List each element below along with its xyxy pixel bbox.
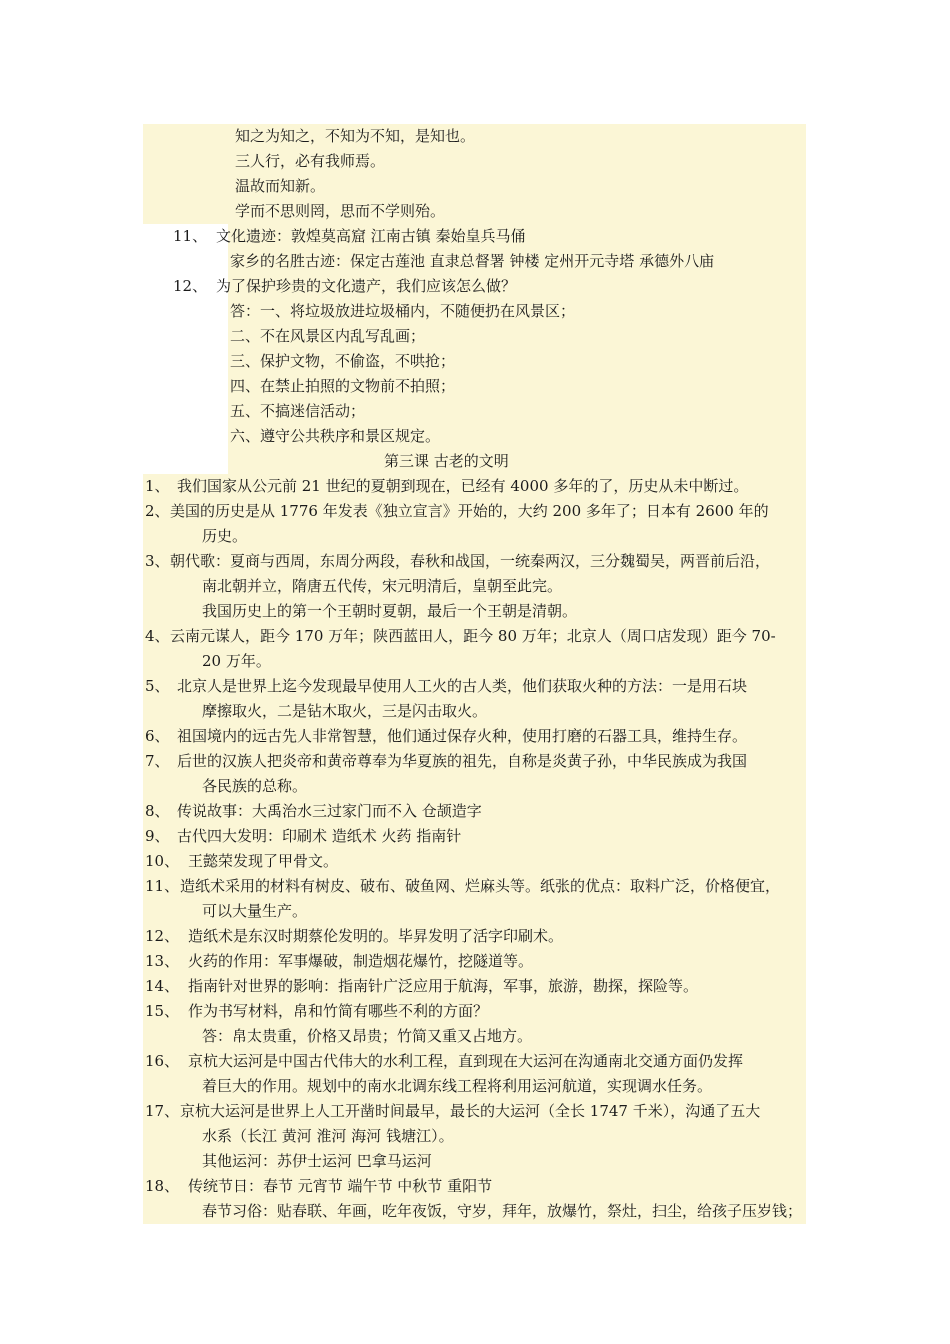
- list-item-number: 11、: [145, 877, 180, 895]
- list-item-text: 各民族的总称。: [202, 777, 308, 795]
- list-item-text: 王懿荣发现了甲骨文。: [188, 852, 339, 870]
- list-item-text: 火药的作用：军事爆破，制造烟花爆竹，挖隧道等。: [188, 952, 534, 970]
- answer-line: 三、保护文物，不偷盗，不哄抢；: [230, 352, 456, 370]
- list-item-number: 11、: [173, 227, 208, 245]
- list-item-number: 12、: [173, 277, 208, 295]
- list-item-text: 后世的汉族人把炎帝和黄帝尊奉为华夏族的祖先，自称是炎黄子孙，中华民族成为我国: [177, 752, 748, 770]
- hometown-sites: 家乡的名胜古迹：保定古莲池 直隶总督署 钟楼 定州开元寺塔 承德外八庙: [230, 252, 715, 270]
- list-item-text: 指南针对世界的影响：指南针广泛应用于航海，军事，旅游，勘探，探险等。: [188, 977, 699, 995]
- list-item-text: 南北朝并立，隋唐五代传，宋元明清后，皇朝至此完。: [202, 577, 563, 595]
- list-item-text: 历史。: [202, 527, 248, 545]
- list-item-text: 我们国家从公元前 21 世纪的夏朝到现在，已经有 4000 多年的了，历史从未中断过。: [177, 477, 749, 495]
- list-item-text: 春节习俗：贴春联、年画，吃年夜饭，守岁，拜年，放爆竹，祭灶，扫尘，给孩子压岁钱；: [202, 1202, 803, 1220]
- list-item-text: 祖国境内的远古先人非常智慧，他们通过保存火种，使用打磨的石器工具，维持生存。: [177, 727, 748, 745]
- answer-line: 四、在禁止拍照的文物前不拍照；: [230, 377, 456, 395]
- list-item-text: 造纸术是东汉时期蔡伦发明的。毕昇发明了活字印刷术。: [188, 927, 564, 945]
- list-item-number: 2、: [145, 502, 170, 520]
- list-item-text: 水系（长江 黄河 淮河 海河 钱塘江）。: [202, 1127, 454, 1145]
- list-item-text: 造纸术采用的材料有树皮、破布、破鱼网、烂麻头等。纸张的优点：取料广泛，价格便宜，: [180, 877, 781, 895]
- list-item-text: 摩擦取火，二是钻木取火，三是闪击取火。: [202, 702, 488, 720]
- list-item-text: 朝代歌：夏商与西周，东周分两段，春秋和战国，一统秦两汉，三分魏蜀吴，两晋前后沿，: [170, 552, 771, 570]
- list-item-number: 1、: [145, 477, 170, 495]
- list-item-text: 其他运河：苏伊士运河 巴拿马运河: [202, 1152, 432, 1170]
- list-item-number: 8、: [145, 802, 170, 820]
- list-item-number: 9、: [145, 827, 170, 845]
- list-item-number: 15、: [145, 1002, 180, 1020]
- list-item-text: 着巨大的作用。规划中的南水北调东线工程将利用运河航道，实现调水任务。: [202, 1077, 713, 1095]
- list-item-number: 18、: [145, 1177, 180, 1195]
- list-item-text: 答：帛太贵重，价格又昂贵；竹简又重又占地方。: [202, 1027, 533, 1045]
- list-item-text: 传说故事：大禹治水三过家门而不入 仓颉造字: [177, 802, 482, 820]
- list-item-text: 美国的历史是从 1776 年发表《独立宣言》开始的，大约 200 多年了；日本有 2600 年的: [170, 502, 769, 520]
- list-item-number: 4、: [145, 627, 170, 645]
- list-item-number: 10、: [145, 852, 180, 870]
- lesson-title: 第三课 古老的文明: [384, 452, 509, 470]
- list-item-number: 16、: [145, 1052, 180, 1070]
- list-item-number: 3、: [145, 552, 170, 570]
- list-item-number: 14、: [145, 977, 180, 995]
- quote-line: 学而不思则罔，思而不学则殆。: [235, 202, 446, 220]
- list-item-text: 京杭大运河是中国古代伟大的水利工程，直到现在大运河在沟通南北交通方面仍发挥: [188, 1052, 744, 1070]
- list-item-number: 17、: [145, 1102, 180, 1120]
- list-item-number: 13、: [145, 952, 180, 970]
- list-item-text: 京杭大运河是世界上人工开凿时间最早，最长的大运河（全长 1747 千米），沟通了五大: [180, 1102, 761, 1120]
- answer-line: 五、不搞迷信活动；: [230, 402, 366, 420]
- answer-line: 六、遵守公共秩序和景区规定。: [230, 427, 441, 445]
- list-item-number: 6、: [145, 727, 170, 745]
- list-item-number: 12、: [145, 927, 180, 945]
- list-item-number: 5、: [145, 677, 170, 695]
- list-item-text: 我国历史上的第一个王朝时夏朝，最后一个王朝是清朝。: [202, 602, 578, 620]
- list-item-text: 文化遗迹：敦煌莫高窟 江南古镇 秦始皇兵马俑: [216, 227, 526, 245]
- quote-line: 温故而知新。: [235, 177, 326, 195]
- list-item-text: 云南元谋人，距今 170 万年；陕西蓝田人，距今 80 万年；北京人（周口店发现）距今 70-: [170, 627, 776, 645]
- list-item-text: 作为书写材料，帛和竹简有哪些不利的方面？: [188, 1002, 489, 1020]
- answer-line: 答：一、将垃圾放进垃圾桶内，不随便扔在风景区；: [230, 302, 576, 320]
- list-item-text: 传统节日：春节 元宵节 端午节 中秋节 重阳节: [188, 1177, 493, 1195]
- quote-line: 知之为知之，不知为不知，是知也。: [235, 127, 476, 145]
- list-item-text: 20 万年。: [202, 652, 271, 670]
- list-item-text: 可以大量生产。: [202, 902, 308, 920]
- list-item-text: 北京人是世界上迄今发现最早使用人工火的古人类，他们获取火种的方法：一是用石块: [177, 677, 748, 695]
- quote-line: 三人行，必有我师焉。: [235, 152, 386, 170]
- list-item-text: 为了保护珍贵的文化遗产，我们应该怎么做？: [216, 277, 517, 295]
- answer-line: 二、不在风景区内乱写乱画；: [230, 327, 426, 345]
- list-item-text: 古代四大发明：印刷术 造纸术 火药 指南针: [177, 827, 462, 845]
- list-item-number: 7、: [145, 752, 170, 770]
